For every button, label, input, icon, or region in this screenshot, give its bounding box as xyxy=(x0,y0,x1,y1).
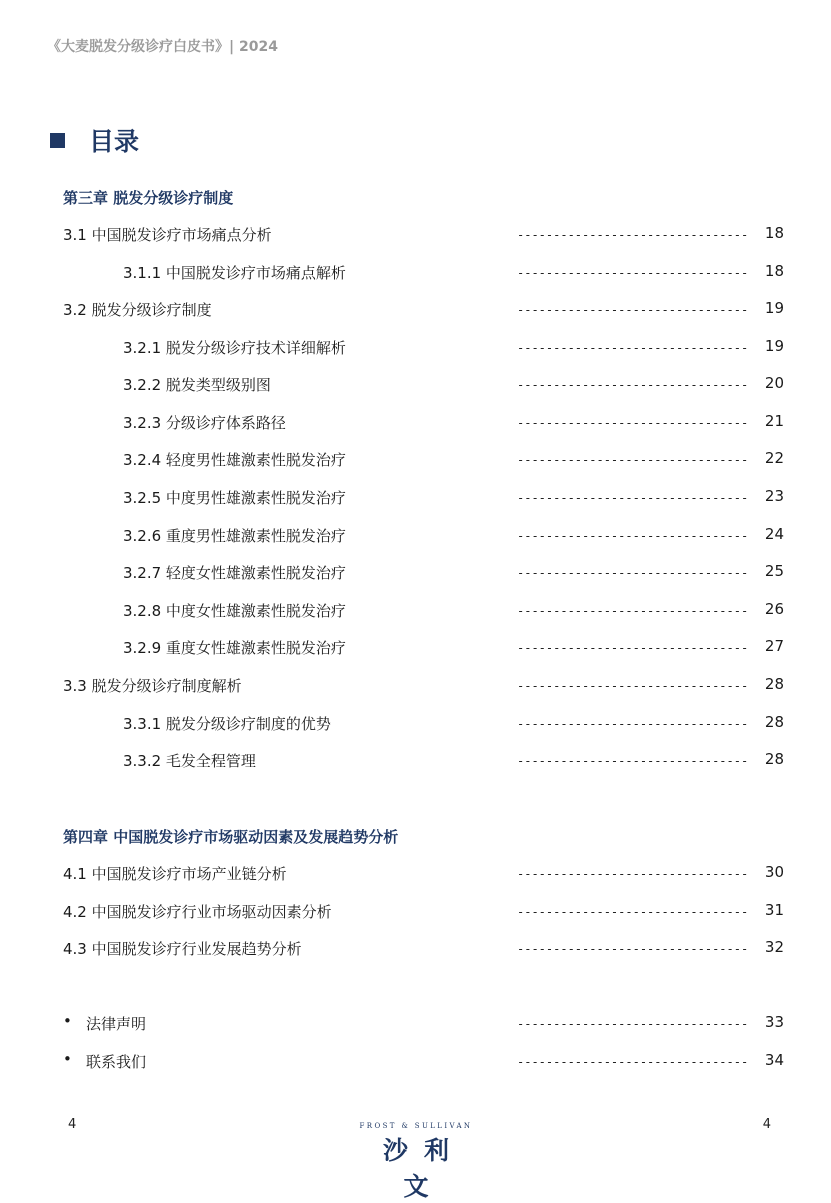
toc-entry-page: 18 xyxy=(764,224,784,242)
chapter-4-title: 第四章 中国脱发诊疗市场驱动因素及发展趋势分析 xyxy=(63,828,399,846)
toc-entry-page: 26 xyxy=(764,600,784,618)
toc-heading xyxy=(50,122,139,158)
toc-entry-page: 25 xyxy=(764,562,784,580)
toc-entry[interactable] xyxy=(0,374,831,396)
toc-entry[interactable] xyxy=(0,637,831,659)
toc-entry-page: 27 xyxy=(764,637,784,655)
toc-entry-page: 18 xyxy=(764,262,784,280)
toc-entry-label: 3.3.1 脱发分级诊疗制度的优势 xyxy=(123,715,331,733)
toc-entry-page: 19 xyxy=(764,299,784,317)
toc-leader: -------------------------------- xyxy=(517,266,749,280)
toc-entry-page: 21 xyxy=(764,412,784,430)
toc-entry-page: 22 xyxy=(764,449,784,467)
toc-entry-page: 28 xyxy=(764,713,784,731)
toc-leader: -------------------------------- xyxy=(517,491,749,505)
toc-leader: -------------------------------- xyxy=(517,754,749,768)
toc-leader: -------------------------------- xyxy=(517,942,749,956)
toc-entry-label: 4.1 中国脱发诊疗市场产业链分析 xyxy=(63,865,287,883)
chapter-3-title: 第三章 脱发分级诊疗制度 xyxy=(63,189,234,207)
toc-entry[interactable] xyxy=(0,938,831,960)
toc-leader: -------------------------------- xyxy=(517,303,749,317)
toc-entry[interactable] xyxy=(0,525,831,547)
toc-entry-page: 34 xyxy=(764,1051,784,1069)
toc-entry-page: 32 xyxy=(764,938,784,956)
toc-leader: -------------------------------- xyxy=(517,867,749,881)
toc-entry-page: 28 xyxy=(764,675,784,693)
toc-title: 目录 xyxy=(89,127,140,156)
toc-entry[interactable] xyxy=(0,1051,831,1073)
toc-entry[interactable] xyxy=(0,1013,831,1035)
toc-entry-page: 20 xyxy=(764,374,784,392)
toc-entry-page: 30 xyxy=(764,863,784,881)
toc-leader: -------------------------------- xyxy=(517,341,749,355)
toc-leader: -------------------------------- xyxy=(517,228,749,242)
toc-leader: -------------------------------- xyxy=(517,566,749,580)
toc-leader: -------------------------------- xyxy=(517,717,749,731)
toc-entry[interactable] xyxy=(0,299,831,321)
toc-entry[interactable] xyxy=(0,562,831,584)
toc-entry-label: 3.2.8 中度女性雄激素性脱发治疗 xyxy=(123,602,346,620)
document-header-title: 《大麦脱发分级诊疗白皮书》| 2024 xyxy=(47,39,278,55)
square-bullet-icon xyxy=(50,133,65,148)
toc-leader: -------------------------------- xyxy=(517,529,749,543)
toc-entry[interactable] xyxy=(0,224,831,246)
toc-entry-page: 19 xyxy=(764,337,784,355)
toc-entry-label: 3.2 脱发分级诊疗制度 xyxy=(63,301,212,319)
toc-entry[interactable] xyxy=(0,600,831,622)
toc-entry-label: 3.2.1 脱发分级诊疗技术详细解析 xyxy=(123,339,346,357)
toc-entry-label: 3.2.6 重度男性雄激素性脱发治疗 xyxy=(123,527,346,545)
toc-leader: -------------------------------- xyxy=(517,378,749,392)
toc-entry-page: 31 xyxy=(764,901,784,919)
toc-leader: -------------------------------- xyxy=(517,1017,749,1031)
toc-entry[interactable] xyxy=(0,750,831,772)
toc-leader: -------------------------------- xyxy=(517,604,749,618)
toc-entry-label: 4.2 中国脱发诊疗行业市场驱动因素分析 xyxy=(63,903,332,921)
logo-english-text: FROST & SULLIVAN xyxy=(359,1122,473,1130)
bullet-icon: • xyxy=(63,1050,72,1068)
toc-entry-label: 4.3 中国脱发诊疗行业发展趋势分析 xyxy=(63,940,302,958)
bullet-icon: • xyxy=(63,1012,72,1030)
toc-entry[interactable] xyxy=(0,487,831,509)
toc-entry[interactable] xyxy=(0,262,831,284)
frost-sullivan-logo xyxy=(350,1122,482,1203)
toc-entry-page: 33 xyxy=(764,1013,784,1031)
toc-leader: -------------------------------- xyxy=(517,641,749,655)
toc-entry-label: 3.2.5 中度男性雄激素性脱发治疗 xyxy=(123,489,346,507)
toc-entry-label: 3.2.2 脱发类型级别图 xyxy=(123,376,271,394)
toc-entry-page: 28 xyxy=(764,750,784,768)
logo-chinese-text: 沙利文 xyxy=(382,1136,465,1201)
toc-entry-label: 联系我们 xyxy=(86,1053,147,1071)
toc-leader: -------------------------------- xyxy=(517,905,749,919)
toc-entry-label: 法律声明 xyxy=(86,1015,147,1033)
toc-entry-label: 3.3 脱发分级诊疗制度解析 xyxy=(63,677,242,695)
toc-entry[interactable] xyxy=(0,337,831,359)
toc-leader: -------------------------------- xyxy=(517,453,749,467)
toc-leader: -------------------------------- xyxy=(517,416,749,430)
footer-page-number-left: 4 xyxy=(68,1117,77,1132)
toc-entry-label: 3.2.9 重度女性雄激素性脱发治疗 xyxy=(123,639,346,657)
toc-entry-label: 3.1 中国脱发诊疗市场痛点分析 xyxy=(63,226,272,244)
toc-leader: -------------------------------- xyxy=(517,679,749,693)
footer-page-number-right: 4 xyxy=(762,1117,771,1132)
toc-entry-label: 3.2.7 轻度女性雄激素性脱发治疗 xyxy=(123,564,346,582)
toc-entry[interactable] xyxy=(0,713,831,735)
toc-entry[interactable] xyxy=(0,863,831,885)
toc-entry[interactable] xyxy=(0,412,831,434)
toc-entry-label: 3.2.3 分级诊疗体系路径 xyxy=(123,414,286,432)
toc-entry-label: 3.1.1 中国脱发诊疗市场痛点解析 xyxy=(123,264,346,282)
toc-entry[interactable] xyxy=(0,901,831,923)
toc-entry-label: 3.3.2 毛发全程管理 xyxy=(123,752,256,770)
toc-entry-page: 24 xyxy=(764,525,784,543)
toc-entry-label: 3.2.4 轻度男性雄激素性脱发治疗 xyxy=(123,451,346,469)
toc-entry[interactable] xyxy=(0,449,831,471)
toc-entry-page: 23 xyxy=(764,487,784,505)
toc-leader: -------------------------------- xyxy=(517,1055,749,1069)
toc-entry[interactable] xyxy=(0,675,831,697)
